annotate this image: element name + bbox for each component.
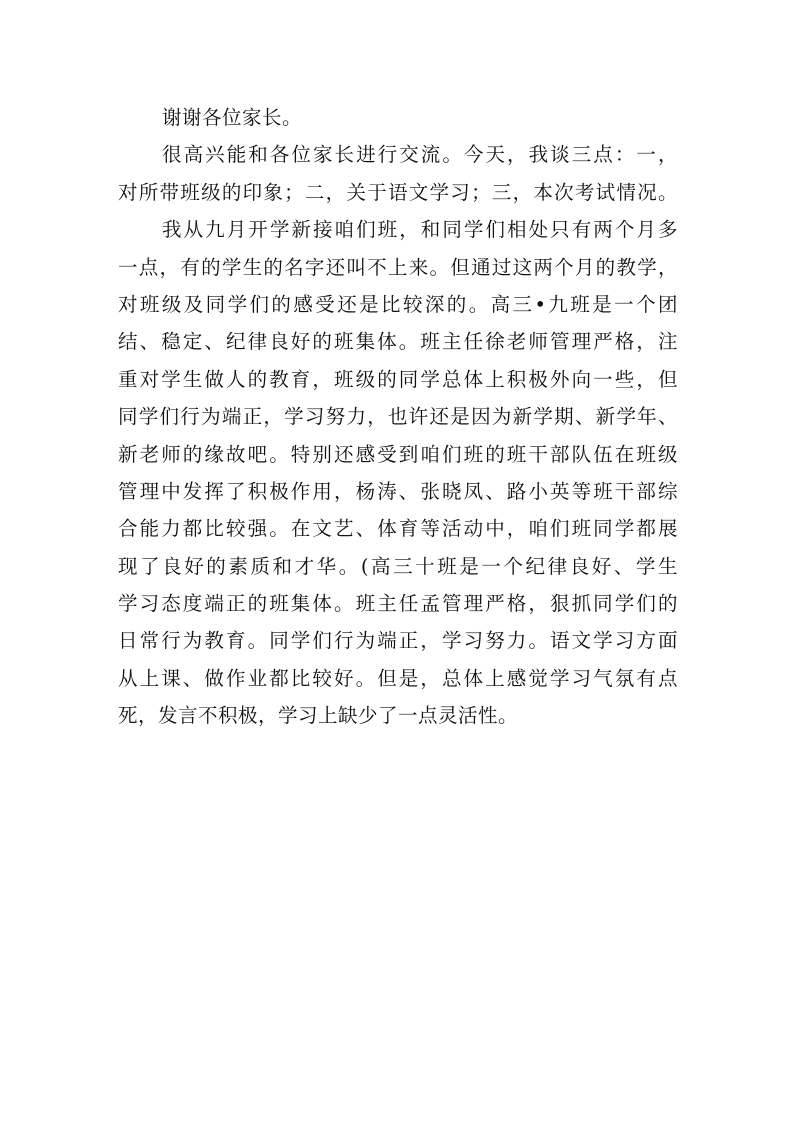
text-line: 日常行为教育。同学们行为端正，学习努力。语文学习方面 xyxy=(118,629,678,653)
text-line: 一点，有的学生的名字还叫不上来。但通过这两个月的教学， xyxy=(118,255,678,279)
text-line: 结、稳定、纪律良好的班集体。班主任徐老师管理严格，注 xyxy=(118,330,678,354)
text-line: 合能力都比较强。在文艺、体育等活动中，咱们班同学都展 xyxy=(118,517,678,541)
text-line: 谢谢各位家长。 xyxy=(162,106,303,129)
paragraph-intro xyxy=(118,136,678,211)
text-line: 从上课、做作业都比较好。但是，总体上感觉学习气氛有点 xyxy=(118,666,678,690)
text-line: 同学们行为端正，学习努力，也许还是因为新学期、新学年、 xyxy=(118,405,678,429)
text-line: 新老师的缘故吧。特别还感受到咱们班的班干部队伍在班级 xyxy=(118,442,678,466)
text-line: 学习态度端正的班集体。班主任孟管理严格，狠抓同学们的 xyxy=(118,592,678,616)
document-body xyxy=(118,99,678,735)
text-line: 重对学生做人的教育，班级的同学总体上积极外向一些，但 xyxy=(118,367,678,391)
paragraph-class-impression xyxy=(118,211,678,734)
text-line: 死，发言不积极，学习上缺少了一点灵活性。 xyxy=(118,704,519,728)
text-line: 现了良好的素质和才华。(高三十班是一个纪律良好、学生 xyxy=(118,554,678,578)
paragraph-greeting xyxy=(118,99,678,136)
text-line: 很高兴能和各位家长进行交流。今天，我谈三点：一， xyxy=(162,143,678,167)
text-line: 对所带班级的印象；二，关于语文学习；三，本次考试情况。 xyxy=(118,180,678,204)
text-line: 对班级及同学们的感受还是比较深的。高三•九班是一个团 xyxy=(118,292,678,316)
text-line: 管理中发挥了积极作用，杨涛、张晓凤、路小英等班干部综 xyxy=(118,479,678,503)
text-line: 我从九月开学新接咱们班，和同学们相处只有两个月多 xyxy=(162,218,678,242)
